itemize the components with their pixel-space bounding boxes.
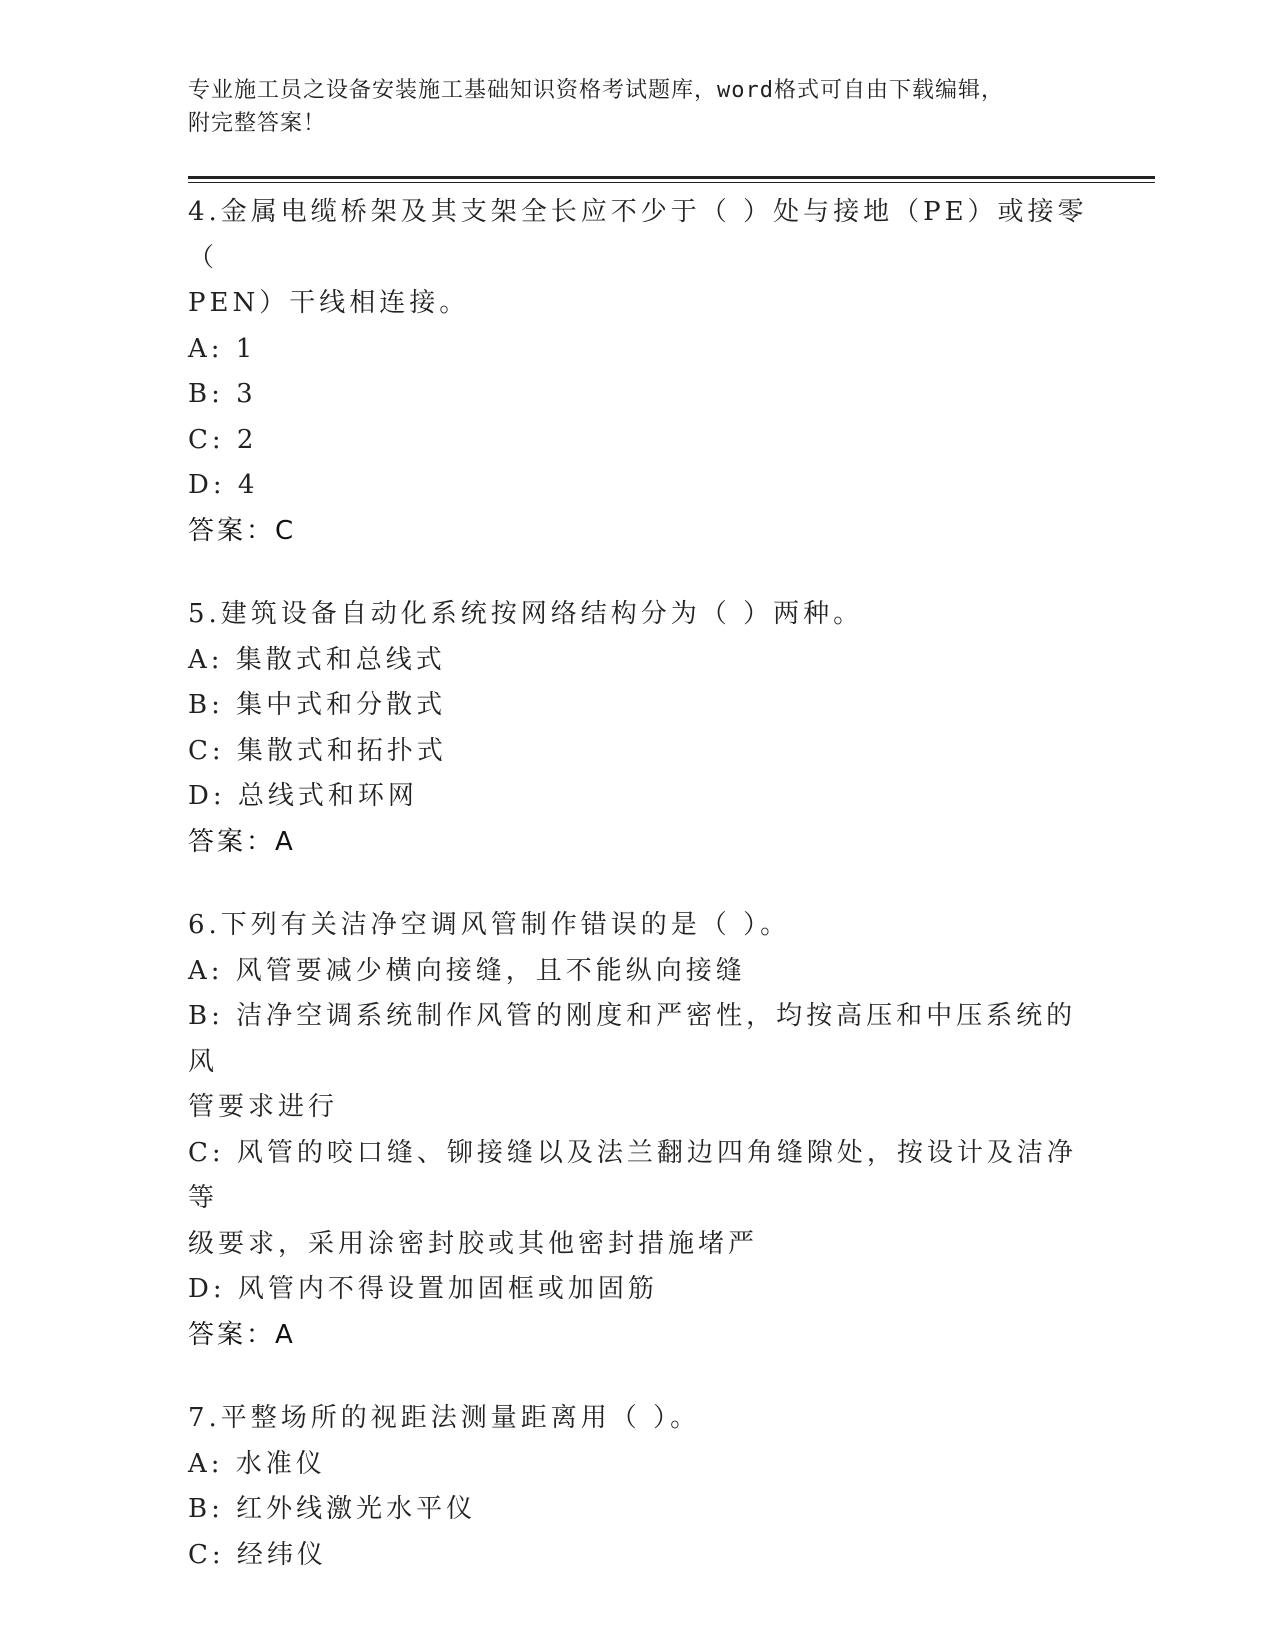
header-line-2: 附完整答案！	[188, 111, 327, 136]
answer-option-line: B: 红外线激光水平仪	[188, 1494, 477, 1524]
correct-answer: 答案：A	[188, 826, 296, 857]
question-stem-line: PEN）干线相连接。	[188, 288, 470, 318]
answer-option-line: 管要求进行	[188, 1092, 339, 1122]
answer-option-line: A: 1	[188, 333, 257, 364]
question-stem-line: 6.下列有关洁净空调风管制作错误的是（ ）。	[188, 910, 791, 940]
answer-option-line: B: 3	[188, 379, 257, 409]
question-item	[188, 1396, 1088, 1578]
question-list	[188, 190, 1088, 1616]
answer-option-line: B: 洁净空调系统制作风管的刚度和严密性，均按高压和中压系统的风	[188, 1001, 1077, 1077]
correct-answer: 答案：A	[188, 1319, 296, 1350]
question-item	[188, 190, 1088, 554]
answer-option-line: D: 风管内不得设置加固框或加固筋	[188, 1274, 658, 1304]
question-stem-line: 4.金属电缆桥架及其支架全长应不少于（ ）处与接地（PE）或接零（	[188, 197, 1088, 273]
answer-option-line: C: 2	[188, 424, 258, 455]
answer-option-line: 级要求，采用涂密封胶或其他密封措施堵严	[188, 1228, 759, 1259]
question-item	[188, 592, 1088, 865]
document-header	[188, 74, 1088, 140]
question-stem-line: 5.建筑设备自动化系统按网络结构分为（ ）两种。	[188, 599, 864, 629]
answer-option-line: A: 风管要减少横向接缝，且不能纵向接缝	[188, 955, 746, 986]
answer-option-line: B: 集中式和分散式	[188, 690, 447, 720]
header-line-1: 专业施工员之设备安装施工基础知识资格考试题库，word格式可自由下载编辑，	[188, 78, 1004, 103]
answer-option-line: D: 4	[188, 470, 259, 500]
answer-option-line: A: 水准仪	[188, 1448, 326, 1479]
header-divider-thick	[188, 176, 1155, 179]
answer-option-line: D: 总线式和环网	[188, 781, 418, 811]
answer-option-line: C: 风管的咬口缝、铆接缝以及法兰翻边四角缝隙处，按设计及洁净等	[188, 1137, 1077, 1213]
question-item	[188, 903, 1088, 1358]
header-divider-thin	[188, 182, 1155, 183]
correct-answer: 答案：C	[188, 515, 297, 546]
question-stem-line: 7.平整场所的视距法测量距离用（ ）。	[188, 1403, 701, 1433]
answer-option-line: C: 经纬仪	[188, 1539, 327, 1570]
answer-option-line: C: 集散式和拓扑式	[188, 735, 447, 766]
answer-option-line: A: 集散式和总线式	[188, 644, 446, 675]
